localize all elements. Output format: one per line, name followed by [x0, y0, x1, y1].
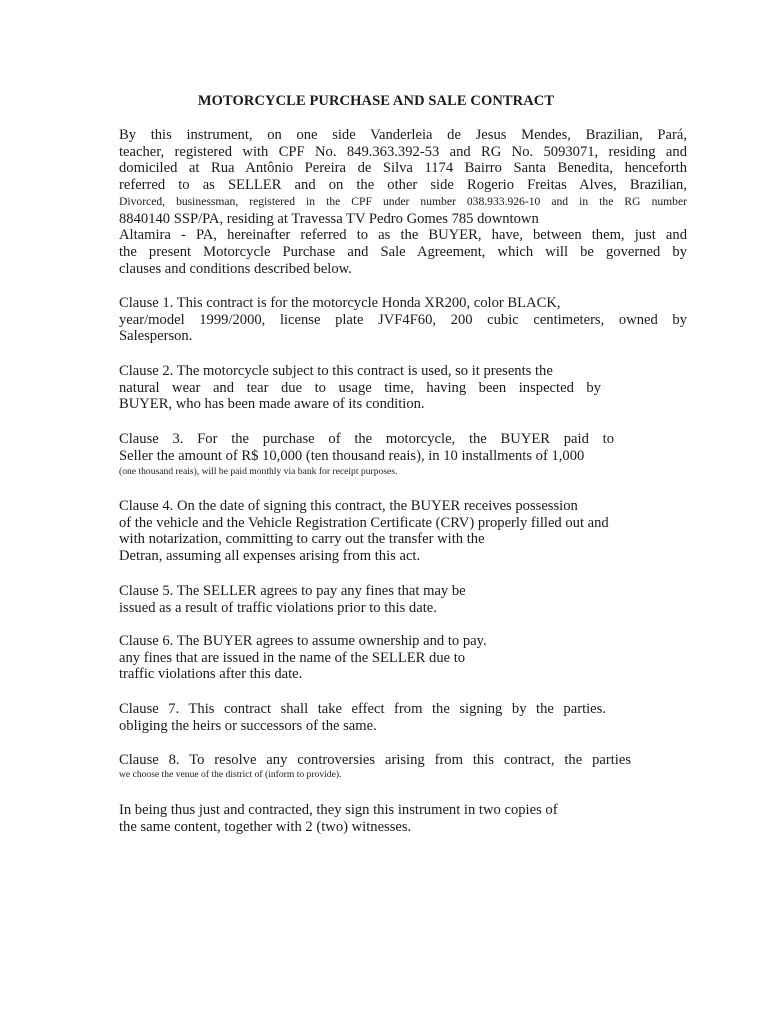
clause-line: Clause 8. To resolve any controversies arising from this contract, the parties [119, 752, 631, 768]
clause-4 [119, 498, 687, 565]
clause-line: any fines that are issued in the name of the SELLER due to [119, 649, 466, 666]
clause-line: traffic violations after this date. [119, 666, 303, 683]
clause-line: (one thousand reais), will be paid monthly via bank for receipt purposes. [119, 466, 398, 478]
clause-line: we choose the venue of the district of (inform to provide). [119, 768, 342, 780]
intro-line: teacher, registered with CPF No. 849.363.392-53 and RG No. 5093071, residing and [119, 143, 687, 160]
clause-line: issued as a result of traffic violations prior to this date. [119, 599, 437, 616]
clause-6 [119, 633, 687, 683]
clause-line: Clause 5. The SELLER agrees to pay any fines that may be [119, 583, 466, 599]
clause-line: natural wear and tear due to usage time, having been inspected by [119, 379, 601, 396]
clause-5 [119, 583, 687, 616]
clause-3 [119, 431, 687, 481]
clause-line: Clause 2. The motorcycle subject to this contract is used, so it presents the [119, 363, 553, 379]
clause-line: Salesperson. [119, 328, 193, 345]
clause-line: with notarization, committing to carry out the transfer with the [119, 531, 485, 548]
intro-paragraph [119, 127, 687, 277]
intro-line: referred to as SELLER and on the other side Rogerio Freitas Alves, Brazilian, [119, 177, 687, 194]
intro-line: clauses and conditions described below. [119, 260, 352, 277]
clause-line: Clause 6. The BUYER agrees to assume ownership and to pay. [119, 633, 487, 649]
clause-7 [119, 701, 687, 734]
contract-title: MOTORCYCLE PURCHASE AND SALE CONTRACT [197, 93, 555, 109]
intro-line: By this instrument, on one side Vanderleia de Jesus Mendes, Brazilian, Pará, [119, 127, 687, 143]
clause-1 [119, 295, 687, 345]
clause-line: BUYER, who has been made aware of its condition. [119, 396, 425, 413]
intro-line: the present Motorcycle Purchase and Sale Agreement, which will be governed by [119, 243, 687, 260]
clause-line: Clause 3. For the purchase of the motorcycle, the BUYER paid to [119, 431, 614, 447]
clause-line: Detran, assuming all expenses arising from this act. [119, 548, 421, 565]
clause-line: Seller the amount of R$ 10,000 (ten thousand reais), in 10 installments of 1,000 [119, 447, 585, 464]
clause-line: Clause 1. This contract is for the motorcycle Honda XR200, color BLACK, [119, 295, 561, 311]
clause-2 [119, 363, 687, 413]
clause-8 [119, 752, 687, 781]
clause-line: of the vehicle and the Vehicle Registration Certificate (CRV) properly filled out and [119, 514, 609, 531]
closing-line: In being thus just and contracted, they sign this instrument in two copies of [119, 802, 558, 818]
clause-line: Clause 7. This contract shall take effect from the signing by the parties. [119, 701, 606, 717]
intro-line: Altamira - PA, hereinafter referred to as the BUYER, have, between them, just and [119, 227, 687, 244]
clause-line: year/model 1999/2000, license plate JVF4F60, 200 cubic centimeters, owned by [119, 311, 687, 328]
intro-line: 8840140 SSP/PA, residing at Travessa TV Pedro Gomes 785 downtown [119, 210, 539, 227]
closing-paragraph [119, 802, 687, 835]
intro-line: domiciled at Rua Antônio Pereira de Silva 1174 Bairro Santa Benedita, henceforth [119, 160, 687, 177]
closing-line: the same content, together with 2 (two) witnesses. [119, 818, 412, 835]
clause-line: Clause 4. On the date of signing this contract, the BUYER receives possession [119, 498, 578, 514]
clause-line: obliging the heirs or successors of the same. [119, 717, 377, 734]
intro-line: Divorced, businessman, registered in the CPF under number 038.933.926-10 and in the RG number [119, 194, 687, 208]
